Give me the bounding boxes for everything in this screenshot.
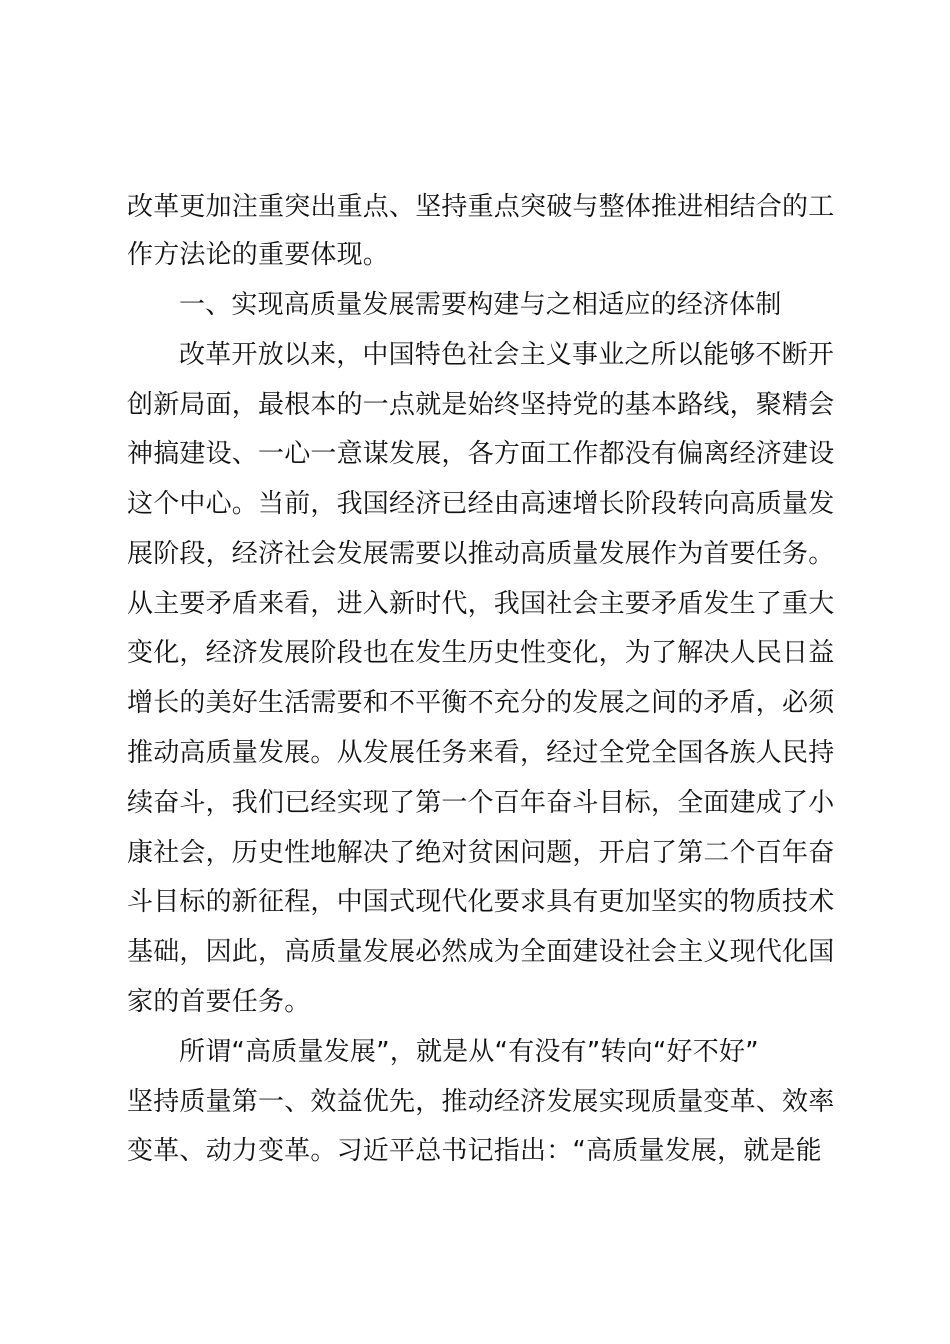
paragraph-line: 斗目标的新征程，中国式现代化要求具有更加坚实的物质技术 [127,887,835,917]
paragraph-line: 改革更加注重突出重点、坚持重点突破与整体推进相结合的工 [127,192,835,222]
paragraph-line: 展阶段，经济社会发展需要以推动高质量发展作为首要任务。 [127,539,835,569]
paragraph-line: 神搞建设、一心一意谋发展，各方面工作都没有偏离经济建设 [127,439,835,469]
paragraph-line: 作方法论的重要体现。 [127,240,390,270]
paragraph-line: 变化，经济发展阶段也在发生历史性变化，为了解决人民日益 [127,638,835,668]
paragraph-line: 家的首要任务。 [127,987,311,1017]
paragraph-line: 基础，因此，高质量发展必然成为全面建设社会主义现代化国 [127,937,835,967]
paragraph-line: 康社会，历史性地解决了绝对贫困问题，开启了第二个百年奋 [127,838,835,868]
paragraph-line: 所谓“高质量发展”，就是从“有没有”转向“好不好” [179,1037,759,1067]
paragraph-line: 增长的美好生活需要和不平衡不充分的发展之间的矛盾，必须 [127,688,835,718]
paragraph-line: 创新局面，最根本的一点就是始终坚持党的基本路线，聚精会 [127,390,835,420]
paragraph-line: 推动高质量发展。从发展任务来看，经过全党全国各族人民持 [127,738,835,768]
paragraph-line: 续奋斗，我们已经实现了第一个百年奋斗目标，全面建成了小 [127,788,835,818]
paragraph-line: 这个中心。当前，我国经济已经由高速增长阶段转向高质量发 [127,489,835,519]
paragraph-line: 变革、动力变革。习近平总书记指出：“高质量发展，就是能 [127,1136,822,1166]
paragraph-line: 坚持质量第一、效益优先，推动经济发展实现质量变革、效率 [127,1087,835,1117]
paragraph-line: 改革开放以来，中国特色社会主义事业之所以能够不断开 [179,340,835,370]
section-heading: 一、实现高质量发展需要构建与之相适应的经济体制 [179,290,782,320]
paragraph-line: 从主要矛盾来看，进入新时代，我国社会主要矛盾发生了重大 [127,589,835,619]
